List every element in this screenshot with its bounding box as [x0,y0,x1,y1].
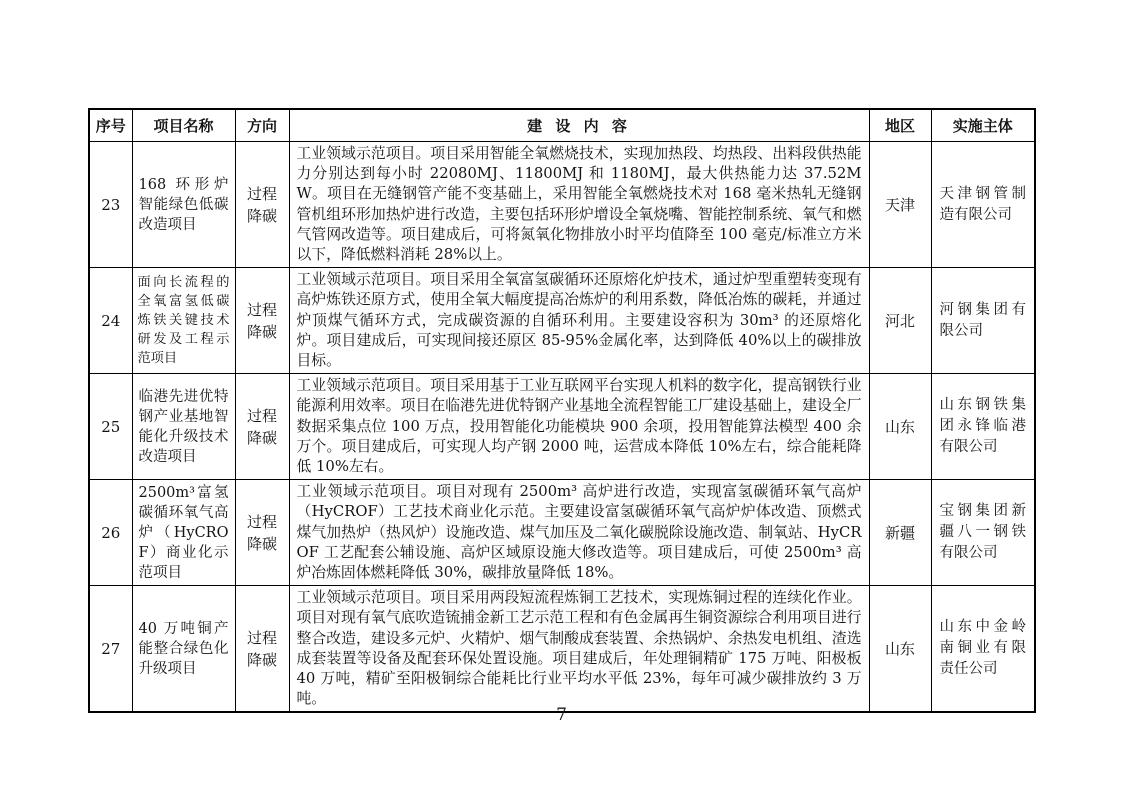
cell-project-name: 临港先进优特钢产业基地智能化升级技术改造项目 [132,374,235,480]
cell-project-name: 面向长流程的全氧富氢低碳炼铁关键技术研发及工程示范项目 [132,268,235,374]
cell-no: 24 [89,268,132,374]
projects-table [88,108,1036,713]
cell-project-name: 168 环形炉智能绿色低碳改造项目 [132,142,235,268]
cell-construction-content: 工业领域示范项目。项目采用基于工业互联网平台实现人机料的数字化，提高钢铁行业能源利用效率。项目在临港先进优特钢产业基地全流程智能工厂建设基础上，建设全厂数据采集点位 100 万点，投用智能化功能模块 900 余项，投用智能算法模型 400 余万个。项目建成后，可实现人均产钢 2000 吨，运营成本降低 10%左右，综合能耗降低 10%左右。 [289,374,869,480]
cell-entity: 山东中金岭南铜业有限责任公司 [931,586,1035,713]
cell-no: 26 [89,480,132,586]
cell-direction: 过程降碳 [235,374,289,480]
cell-region: 山东 [869,374,931,480]
cell-project-name: 40 万吨铜产能整合绿色化升级项目 [132,586,235,713]
table-header-row [89,109,1035,142]
cell-region: 天津 [869,142,931,268]
header-no: 序号 [89,109,132,142]
cell-direction: 过程降碳 [235,480,289,586]
header-region: 地区 [869,109,931,142]
page-number: 7 [556,705,567,725]
cell-project-name: 2500m³富氢碳循环氧气高炉（HyCROF）商业化示范项目 [132,480,235,586]
cell-construction-content: 工业领域示范项目。项目采用全氧富氢碳循环还原熔化炉技术，通过炉型重塑转变现有高炉炼铁还原方式，使用全氧大幅度提高冶炼炉的利用系数，降低冶炼的碳耗，并通过炉顶煤气循环方式，完成碳资源的自循环利用。主要建设容积为 30m³ 的还原熔化炉。项目建成后，可实现间接还原区 85-95%金属化率，达到降低 40%以上的碳排放目标。 [289,268,869,374]
cell-no: 23 [89,142,132,268]
cell-region: 山东 [869,586,931,713]
table-row [89,374,1035,480]
cell-direction: 过程降碳 [235,586,289,713]
table-row [89,142,1035,268]
cell-construction-content: 工业领域示范项目。项目对现有 2500m³ 高炉进行改造，实现富氢碳循环氧气高炉（HyCROF）工艺技术商业化示范。主要建设富氢碳循环氧气高炉炉体改造、顶燃式煤气加热炉（热风炉）设施改造、煤气加压及二氧化碳脱除设施改造、制氧站、HyCROF 工艺配套公辅设施、高炉区域原设施大修改造等。项目建成后，可使 2500m³ 高炉冶炼固体燃耗降低 30%，碳排放量降低 18%。 [289,480,869,586]
table-row [89,480,1035,586]
header-project-name: 项目名称 [132,109,235,142]
cell-construction-content: 工业领域示范项目。项目采用智能全氧燃烧技术，实现加热段、均热段、出料段供热能力分别达到每小时 22080MJ、11800MJ 和 1180MJ，最大供热能力达 37.52MW。项目在无缝钢管产能不变基础上，采用智能全氧燃烧技术对 168 毫米热轧无缝钢管机组环形加热炉进行改造，主要包括环形炉增设全氧烧嘴、智能控制系统、氧气和燃气管网改造等。项目建成后，可将氮氧化物排放小时平均值降至 100 毫克/标准立方米以下，降低燃料消耗 28%以上。 [289,142,869,268]
table-row [89,268,1035,374]
cell-region: 河北 [869,268,931,374]
cell-region: 新疆 [869,480,931,586]
header-entity: 实施主体 [931,109,1035,142]
cell-entity: 河钢集团有限公司 [931,268,1035,374]
cell-construction-content: 工业领域示范项目。项目采用两段短流程炼铜工艺技术，实现炼铜过程的连续化作业。项目对现有氧气底吹造锍捕金新工艺示范工程和有色金属再生铜资源综合利用项目进行整合改造，建设多元炉、火精炉、烟气制酸成套装置、余热锅炉、余热发电机组、渣选成套装置等设备及配套环保处置设施。项目建成后，年处理铜精矿 175 万吨、阳极板 40 万吨，精矿至阳极铜综合能耗比行业平均水平低 23%，每年可减少碳排放约 3 万吨。 [289,586,869,713]
cell-direction: 过程降碳 [235,268,289,374]
header-construction-content: 建 设 内 容 [289,109,869,142]
cell-entity: 宝钢集团新疆八一钢铁有限公司 [931,480,1035,586]
cell-entity: 天津钢管制造有限公司 [931,142,1035,268]
cell-direction: 过程降碳 [235,142,289,268]
cell-no: 27 [89,586,132,713]
cell-entity: 山东钢铁集团永锋临港有限公司 [931,374,1035,480]
cell-no: 25 [89,374,132,480]
table-row [89,586,1035,713]
header-direction: 方向 [235,109,289,142]
